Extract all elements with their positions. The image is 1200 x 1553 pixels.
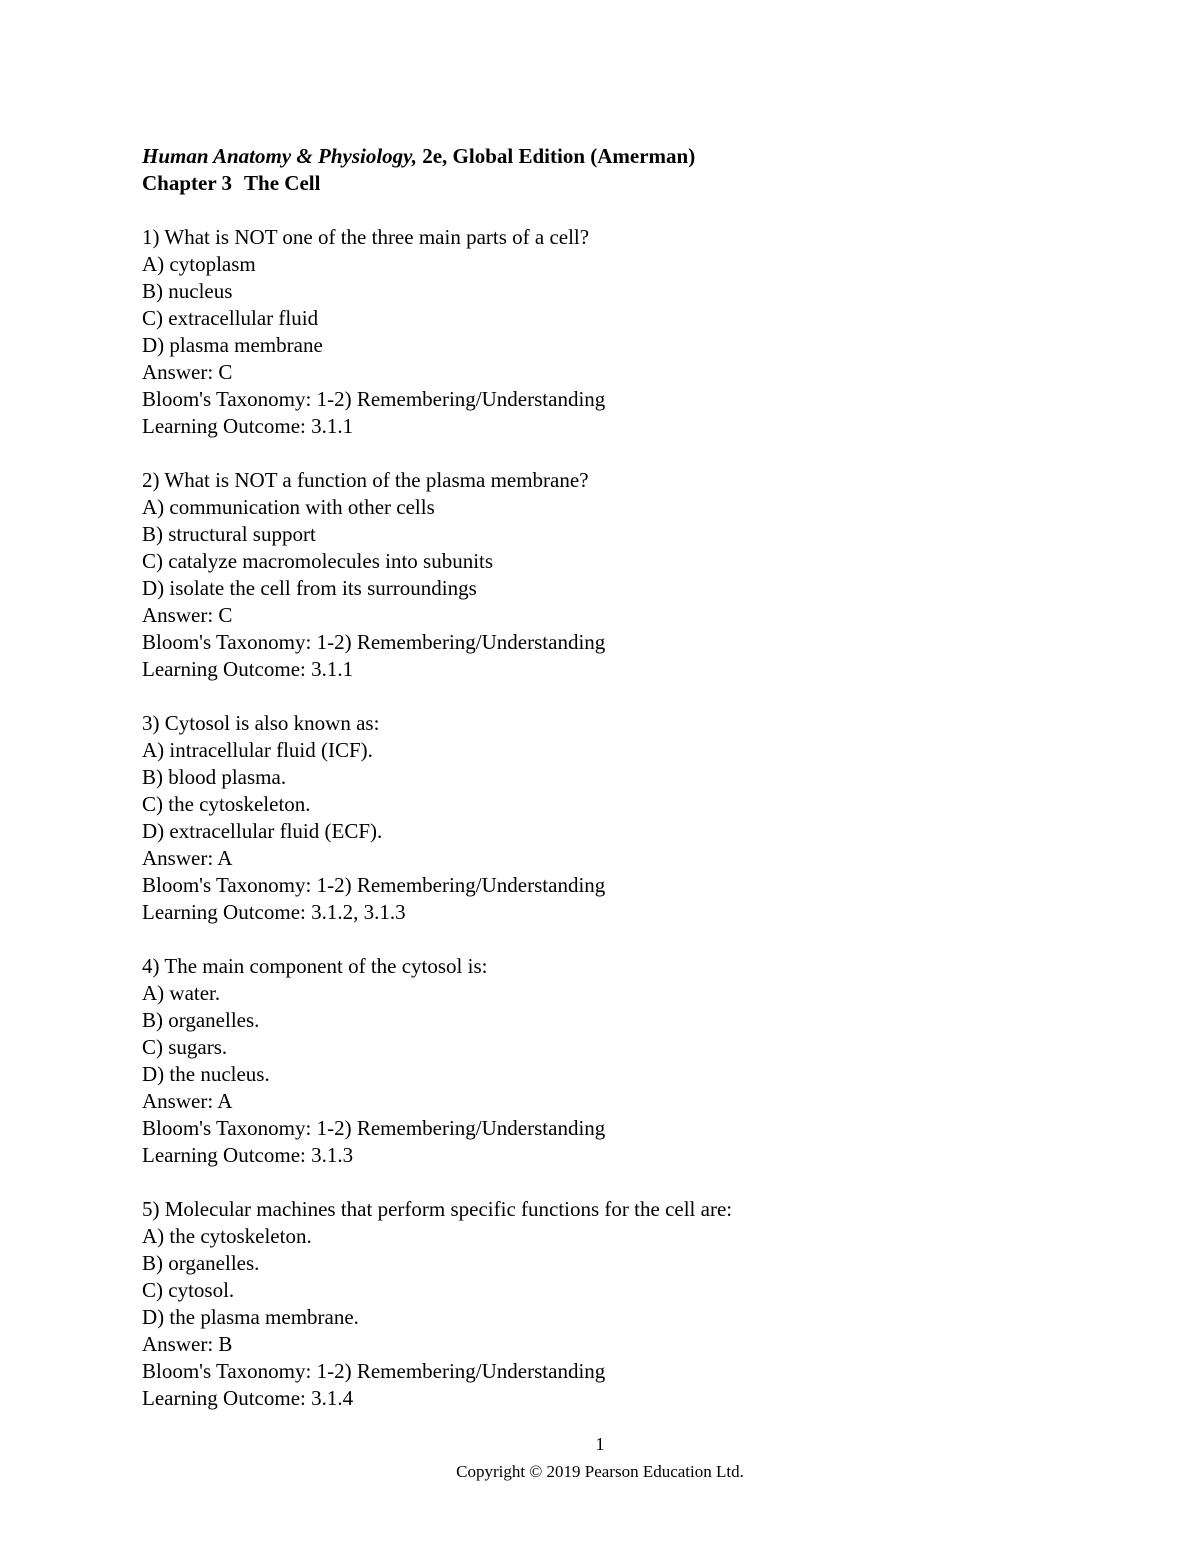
question-text: Cytosol is also known as: [164, 711, 380, 735]
question-text: Molecular machines that perform specific functions for the cell are: [164, 1197, 733, 1221]
learning-outcome-line: Learning Outcome: 3.1.1 [142, 657, 354, 681]
question-number: 3) [142, 711, 165, 735]
question-text: The main component of the cytosol is: [164, 954, 488, 978]
answer-line: Answer: A [142, 846, 233, 870]
question-number: 2) [142, 468, 165, 492]
taxonomy-line: Bloom's Taxonomy: 1-2) Remembering/Understanding [142, 1359, 606, 1383]
learning-outcome-line: Learning Outcome: 3.1.4 [142, 1386, 354, 1410]
option-b: B) organelles. [142, 1251, 260, 1275]
taxonomy-line: Bloom's Taxonomy: 1-2) Remembering/Understanding [142, 387, 606, 411]
answer-line: Answer: C [142, 360, 233, 384]
chapter-label: Chapter 3 [142, 171, 233, 195]
option-a: A) water. [142, 981, 221, 1005]
option-b: B) organelles. [142, 1008, 260, 1032]
option-a: A) the cytoskeleton. [142, 1224, 312, 1248]
option-b: B) nucleus [142, 279, 233, 303]
option-b: B) blood plasma. [142, 765, 287, 789]
learning-outcome-line: Learning Outcome: 3.1.3 [142, 1143, 354, 1167]
option-d: D) extracellular fluid (ECF). [142, 819, 383, 843]
question-text: What is NOT one of the three main parts of a cell? [164, 225, 590, 249]
question-list [142, 224, 1102, 1439]
book-title: Human Anatomy & Physiology, [142, 144, 417, 168]
option-c: C) catalyze macromolecules into subunits [142, 549, 494, 573]
option-d: D) isolate the cell from its surroundings [142, 576, 477, 600]
taxonomy-line: Bloom's Taxonomy: 1-2) Remembering/Understanding [142, 630, 606, 654]
answer-line: Answer: C [142, 603, 233, 627]
option-a: A) communication with other cells [142, 495, 435, 519]
question-number: 1) [142, 225, 165, 249]
option-c: C) extracellular fluid [142, 306, 319, 330]
question-stem [142, 1196, 1102, 1223]
option-c: C) sugars. [142, 1035, 228, 1059]
option-a: A) cytoplasm [142, 252, 256, 276]
option-d: D) the nucleus. [142, 1062, 270, 1086]
option-c: C) cytosol. [142, 1278, 235, 1302]
learning-outcome-line: Learning Outcome: 3.1.2, 3.1.3 [142, 900, 406, 924]
option-d: D) plasma membrane [142, 333, 323, 357]
question-4 [142, 953, 1102, 1169]
taxonomy-line: Bloom's Taxonomy: 1-2) Remembering/Understanding [142, 873, 606, 897]
question-1 [142, 224, 1102, 440]
question-stem [142, 953, 1102, 980]
copyright-notice: Copyright © 2019 Pearson Education Ltd. [456, 1462, 744, 1481]
question-5 [142, 1196, 1102, 1412]
chapter-heading [142, 170, 1102, 197]
document-header [142, 143, 1102, 197]
answer-line: Answer: A [142, 1089, 233, 1113]
question-stem [142, 710, 1102, 737]
option-d: D) the plasma membrane. [142, 1305, 359, 1329]
option-c: C) the cytoskeleton. [142, 792, 311, 816]
taxonomy-line: Bloom's Taxonomy: 1-2) Remembering/Understanding [142, 1116, 606, 1140]
answer-line: Answer: B [142, 1332, 233, 1356]
chapter-title: The Cell [244, 171, 321, 195]
question-text: What is NOT a function of the plasma membrane? [164, 468, 589, 492]
question-3 [142, 710, 1102, 926]
question-2 [142, 467, 1102, 683]
option-b: B) structural support [142, 522, 316, 546]
book-edition: 2e, Global Edition (Amerman) [416, 144, 696, 168]
question-number: 4) [142, 954, 165, 978]
page-number: 1 [595, 1434, 605, 1454]
question-number: 5) [142, 1197, 165, 1221]
question-stem [142, 467, 1102, 494]
question-stem [142, 224, 1102, 251]
book-title-line [142, 143, 1102, 170]
learning-outcome-line: Learning Outcome: 3.1.1 [142, 414, 354, 438]
option-a: A) intracellular fluid (ICF). [142, 738, 373, 762]
